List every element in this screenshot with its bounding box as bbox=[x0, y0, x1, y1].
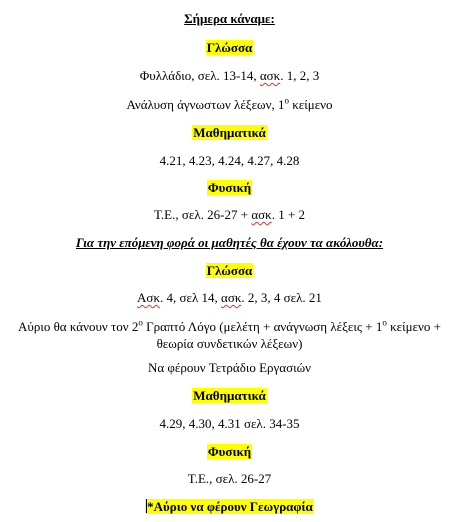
today-language-line-1: Φυλλάδιο, σελ. 13-14, ασκ. 1, 2, 3 bbox=[139, 68, 320, 83]
next-physics-label: Φυσική bbox=[207, 444, 252, 459]
next-language-line-3: Να φέρουν Τετράδιο Εργασιών bbox=[147, 360, 312, 375]
spellcheck-word: Ασκ bbox=[137, 290, 160, 305]
today-physics-line-1: Τ.Ε., σελ. 26-27 + ασκ. 1 + 2 bbox=[153, 207, 306, 222]
next-language-label: Γλώσσα bbox=[206, 263, 253, 278]
next-heading: Για την επόμενη φορά οι μαθητές θα έχουν τα ακόλουθα: bbox=[75, 235, 384, 250]
spellcheck-word: ασκ bbox=[259, 68, 281, 83]
next-physics-line-1: Τ.Ε., σελ. 26-27 bbox=[187, 471, 272, 486]
next-language-line-1: Ασκ. 4, σελ 14, ασκ. 2, 3, 4 σελ. 21 bbox=[137, 290, 322, 305]
next-language-line-2: Αύριο θα κάνουν τον $2^o$ Γραπτό Λόγο (μελέτη + ανάγνωση $\lambda έ\xi\varepsilon\iota\varsigma + 1^o$ κείμενο + θεωρία συνδετικών λέξεων) bbox=[18, 317, 441, 351]
next-note: *Αύριο να φέρουν Γεωγραφία bbox=[147, 499, 313, 514]
spellcheck-word: ασκ bbox=[251, 207, 272, 222]
next-math-label: Μαθηματικά bbox=[193, 388, 266, 403]
today-heading: Σήμερα κάναμε: bbox=[184, 11, 275, 26]
today-language-line-2: Ανάλυση άγνωστων λέξεων, $1^o$ κείμενο bbox=[126, 95, 333, 112]
today-language-label: Γλώσσα bbox=[206, 40, 253, 55]
today-math-line-1: 4.21, 4.23, 4.24, 4.27, 4.28 bbox=[159, 153, 300, 168]
next-math-line-1: 4.29, 4.30, 4.31 σελ. 34-35 bbox=[159, 416, 300, 431]
today-math-label: Μαθηματικά bbox=[193, 125, 266, 140]
spellcheck-word: ασκ bbox=[221, 290, 242, 305]
today-physics-label: Φυσική bbox=[207, 180, 252, 195]
